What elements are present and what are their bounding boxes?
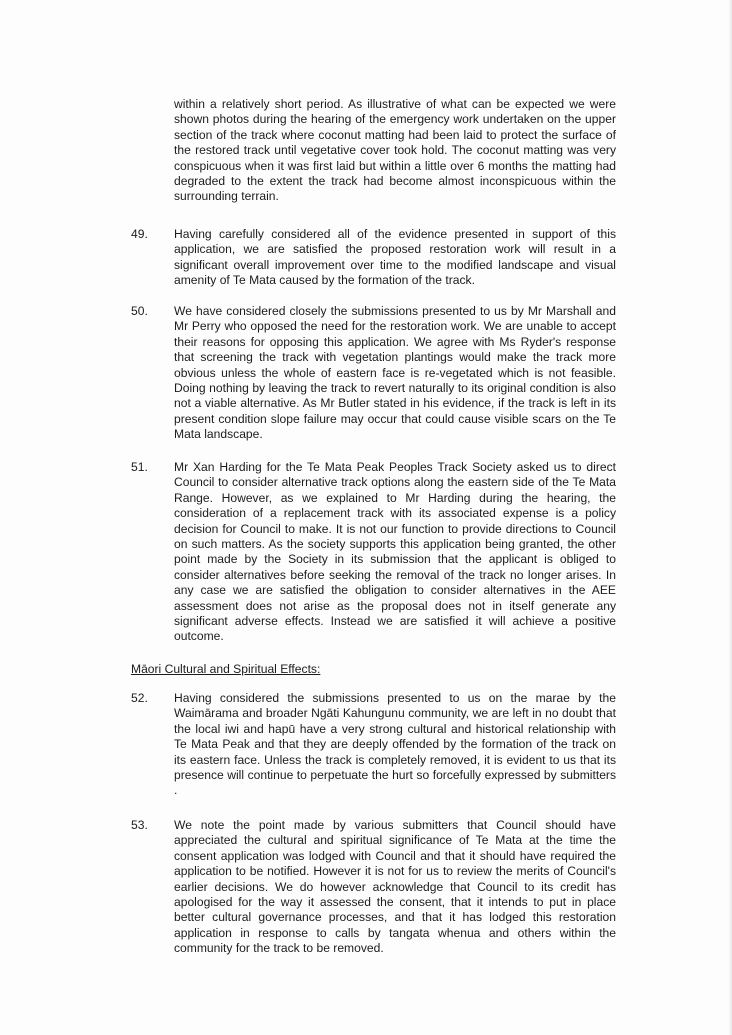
paragraph-53: We note the point made by various submitters that Council should have appreciated the cultural and spiritual significance of Te Mata at the time the consent application was lodged with Council and that it should have required the application to be notified. However it is not for us to review the merits of Council's earlier decisions. We do however acknowledge that Council to its credit has apologised for the way it assessed the consent, that it intends to put in place better cultural governance processes, and that it has lodged this restoration application in response to calls by tangata whenua and others within the community for the track to be removed. bbox=[174, 818, 616, 956]
section-heading-maori-effects: Māori Cultural and Spiritual Effects: bbox=[131, 662, 321, 676]
page-edge bbox=[728, 0, 732, 1035]
paragraph-50: We have considered closely the submissions presented to us by Mr Marshall and Mr Perry who opposed the need for the restoration work. We are unable to accept their reasons for opposing this application. We agree with Ms Ryder's response that screening the track with vegetation plantings would make the track more obvious unless the whole of eastern face is re-vegetated which is not feasible. Doing nothing by leaving the track to revert naturally to its original condition is also not a viable alternative. As Mr Butler stated in his evidence, if the track is left in its present condition slope failure may occur that could cause visible scars on the Te Mata landscape. bbox=[174, 304, 616, 442]
paragraph-49: Having carefully considered all of the evidence presented in support of this application, we are satisfied the proposed restoration work will result in a significant overall improvement over time to the modified landscape and visual amenity of Te Mata caused by the formation of the track. bbox=[174, 227, 616, 288]
paragraph-52: Having considered the submissions presented to us on the marae by the Waimārama and broader Ngāti Kahungunu community, we are left in no doubt that the local iwi and hapū have a very strong cultural and historical relationship with Te Mata Peak and that they are deeply offended by the formation of the track on its eastern face. Unless the track is completely removed, it is evident to us that its presence will continue to perpetuate the hurt so forcefully expressed by submitters . bbox=[174, 691, 616, 798]
paragraph-continuation: within a relatively short period. As illustrative of what can be expected we were shown photos during the hearing of the emergency work undertaken on the upper section of the track where coconut matting had been laid to protect the surface of the restored track until vegetative cover took hold. The coconut matting was very conspicuous when it was first laid but within a little over 6 months the matting had degraded to the extent the track had become almost inconspicuous within the surrounding terrain. bbox=[174, 97, 616, 204]
paragraph-number-51: 51. bbox=[131, 460, 148, 474]
paragraph-number-53: 53. bbox=[131, 818, 148, 832]
paragraph-number-52: 52. bbox=[131, 691, 148, 705]
paragraph-51: Mr Xan Harding for the Te Mata Peak Peoples Track Society asked us to direct Council to consider alternative track options along the eastern side of the Te Mata Range. However, as we explained to Mr Harding during the hearing, the consideration of a replacement track with its associated expense is a policy decision for Council to make. It is not our function to provide directions to Council on such matters. As the society supports this application being granted, the other point made by the Society in its submission that the applicant is obliged to consider alternatives before seeking the removal of the track no longer arises. In any case we are satisfied the obligation to consider alternatives in the AEE assessment does not arise as the proposal does not in itself generate any significant adverse effects. Instead we are satisfied it will achieve a positive outcome. bbox=[174, 460, 616, 644]
paragraph-number-50: 50. bbox=[131, 304, 148, 318]
paragraph-number-49: 49. bbox=[131, 227, 148, 241]
